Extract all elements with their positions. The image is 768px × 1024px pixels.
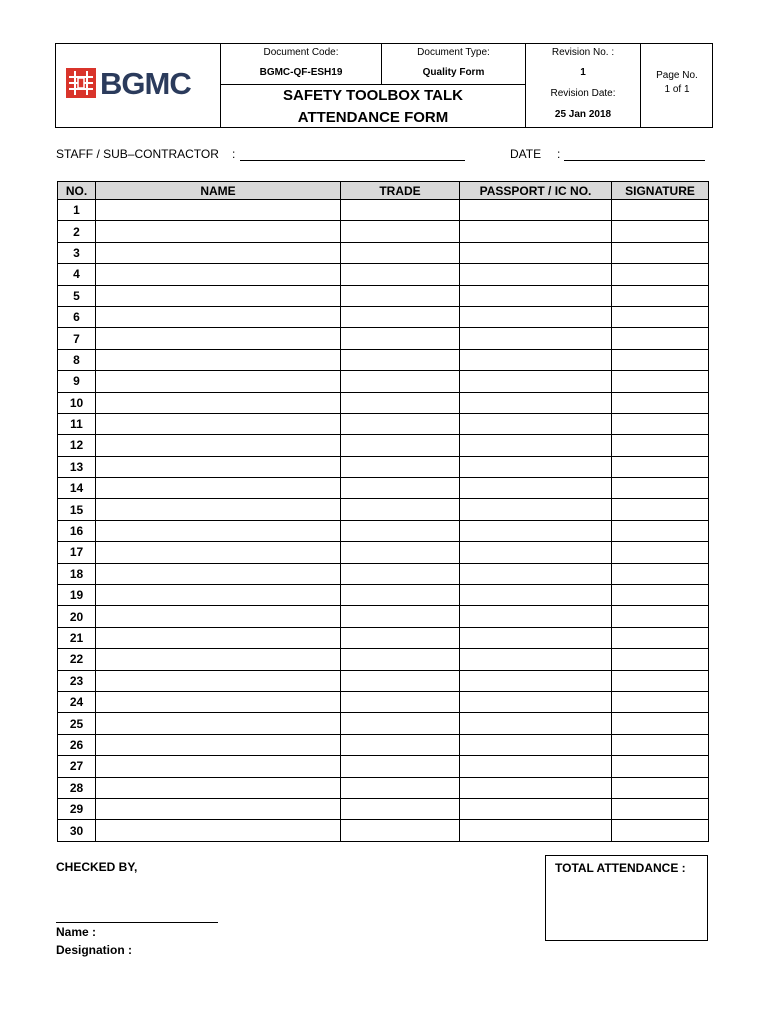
cell-name[interactable] xyxy=(96,306,341,327)
cell-signature[interactable] xyxy=(612,264,709,285)
row-number: 21 xyxy=(58,627,96,648)
cell-trade[interactable] xyxy=(341,435,460,456)
col-header-name: NAME xyxy=(96,182,341,200)
row-number: 7 xyxy=(58,328,96,349)
table-row xyxy=(58,691,709,712)
cell-trade[interactable] xyxy=(341,542,460,563)
cell-trade[interactable] xyxy=(341,392,460,413)
doc-code-value: BGMC-QF-ESH19 xyxy=(259,67,343,78)
cell-name[interactable] xyxy=(96,798,341,819)
cell-name[interactable] xyxy=(96,264,341,285)
cell-trade[interactable] xyxy=(341,499,460,520)
row-number: 26 xyxy=(58,734,96,755)
cell-trade[interactable] xyxy=(341,627,460,648)
table-row xyxy=(58,413,709,434)
cell-passport[interactable] xyxy=(460,606,612,627)
table-row xyxy=(58,606,709,627)
row-number: 24 xyxy=(58,691,96,712)
cell-signature[interactable] xyxy=(612,777,709,798)
table-row xyxy=(58,649,709,670)
date-label: DATE xyxy=(510,147,542,161)
cell-name[interactable] xyxy=(96,520,341,541)
cell-name[interactable] xyxy=(96,585,341,606)
form-title-line2: ATTENDANCE FORM xyxy=(297,109,449,126)
cell-trade[interactable] xyxy=(341,413,460,434)
date-colon: : xyxy=(557,147,561,161)
cell-signature[interactable] xyxy=(612,649,709,670)
doc-type-label: Document Type: xyxy=(417,47,490,58)
cell-passport[interactable] xyxy=(460,627,612,648)
cell-trade[interactable] xyxy=(341,478,460,499)
cell-name[interactable] xyxy=(96,371,341,392)
document-header xyxy=(55,43,713,128)
cell-signature[interactable] xyxy=(612,456,709,477)
cell-name[interactable] xyxy=(96,777,341,798)
revision-date-value: 25 Jan 2018 xyxy=(554,109,612,120)
cell-passport[interactable] xyxy=(460,585,612,606)
cell-signature[interactable] xyxy=(612,756,709,777)
cell-name[interactable] xyxy=(96,756,341,777)
cell-trade[interactable] xyxy=(341,734,460,755)
cell-passport[interactable] xyxy=(460,520,612,541)
cell-trade[interactable] xyxy=(341,670,460,691)
table-row xyxy=(58,713,709,734)
cell-name[interactable] xyxy=(96,435,341,456)
table-row xyxy=(58,435,709,456)
cell-trade[interactable] xyxy=(341,563,460,584)
cell-name[interactable] xyxy=(96,820,341,841)
cell-name[interactable] xyxy=(96,563,341,584)
cell-trade[interactable] xyxy=(341,349,460,370)
cell-passport[interactable] xyxy=(460,328,612,349)
cell-signature[interactable] xyxy=(612,349,709,370)
row-number: 30 xyxy=(58,820,96,841)
table-row xyxy=(58,328,709,349)
row-number: 19 xyxy=(58,585,96,606)
cell-signature[interactable] xyxy=(612,392,709,413)
cell-trade[interactable] xyxy=(341,820,460,841)
cell-trade[interactable] xyxy=(341,798,460,819)
row-number: 29 xyxy=(58,798,96,819)
row-number: 17 xyxy=(58,542,96,563)
cell-name[interactable] xyxy=(96,713,341,734)
cell-signature[interactable] xyxy=(612,413,709,434)
cell-name[interactable] xyxy=(96,649,341,670)
table-row xyxy=(58,349,709,370)
page-no-value: 1 of 1 xyxy=(664,84,690,95)
cell-signature[interactable] xyxy=(612,200,709,221)
table-row xyxy=(58,478,709,499)
cell-passport[interactable] xyxy=(460,691,612,712)
table-row xyxy=(58,200,709,221)
row-number: 3 xyxy=(58,242,96,263)
cell-signature[interactable] xyxy=(612,691,709,712)
cell-passport[interactable] xyxy=(460,200,612,221)
col-header-signature: SIGNATURE xyxy=(612,182,709,200)
cell-trade[interactable] xyxy=(341,606,460,627)
table-row xyxy=(58,371,709,392)
cell-passport[interactable] xyxy=(460,435,612,456)
row-number: 14 xyxy=(58,478,96,499)
row-number: 16 xyxy=(58,520,96,541)
cell-passport[interactable] xyxy=(460,306,612,327)
cell-name[interactable] xyxy=(96,285,341,306)
row-number: 11 xyxy=(58,413,96,434)
table-row xyxy=(58,777,709,798)
row-number: 12 xyxy=(58,435,96,456)
row-number: 28 xyxy=(58,777,96,798)
table-row xyxy=(58,242,709,263)
cell-trade[interactable] xyxy=(341,200,460,221)
bgmc-logo xyxy=(66,66,216,106)
date-input-line[interactable] xyxy=(564,148,705,161)
cell-name[interactable] xyxy=(96,200,341,221)
cell-signature[interactable] xyxy=(612,798,709,819)
cell-passport[interactable] xyxy=(460,349,612,370)
cell-name[interactable] xyxy=(96,328,341,349)
table-row xyxy=(58,627,709,648)
cell-signature[interactable] xyxy=(612,713,709,734)
cell-trade[interactable] xyxy=(341,520,460,541)
cell-name[interactable] xyxy=(96,392,341,413)
page-no-label: Page No. xyxy=(656,70,698,81)
cell-passport[interactable] xyxy=(460,221,612,242)
cell-name[interactable] xyxy=(96,413,341,434)
cell-trade[interactable] xyxy=(341,649,460,670)
revision-date-label: Revision Date: xyxy=(550,88,616,99)
cell-trade[interactable] xyxy=(341,585,460,606)
checked-by-signature-line[interactable] xyxy=(56,910,218,923)
cell-name[interactable] xyxy=(96,606,341,627)
row-number: 25 xyxy=(58,713,96,734)
total-attendance-label: TOTAL ATTENDANCE : xyxy=(555,861,686,875)
cell-trade[interactable] xyxy=(341,691,460,712)
designation-label: Designation : xyxy=(56,943,133,957)
cell-name[interactable] xyxy=(96,456,341,477)
total-attendance-box[interactable] xyxy=(545,855,708,941)
row-number: 22 xyxy=(58,649,96,670)
staff-label: STAFF / SUB–CONTRACTOR xyxy=(56,147,219,161)
row-number: 1 xyxy=(58,200,96,221)
table-row xyxy=(58,585,709,606)
cell-passport[interactable] xyxy=(460,713,612,734)
attendance-table-body xyxy=(58,200,709,842)
staff-input-line[interactable] xyxy=(240,148,465,161)
bgmc-logo-icon xyxy=(66,68,96,98)
cell-passport[interactable] xyxy=(460,392,612,413)
cell-trade[interactable] xyxy=(341,456,460,477)
table-row xyxy=(58,499,709,520)
cell-passport[interactable] xyxy=(460,649,612,670)
table-row xyxy=(58,756,709,777)
row-number: 5 xyxy=(58,285,96,306)
cell-signature[interactable] xyxy=(612,734,709,755)
cell-signature[interactable] xyxy=(612,542,709,563)
row-number: 4 xyxy=(58,264,96,285)
form-title-line1: SAFETY TOOLBOX TALK xyxy=(282,87,463,104)
table-header-row xyxy=(58,182,709,200)
checked-by-label: CHECKED BY, xyxy=(56,860,138,874)
cell-trade[interactable] xyxy=(341,371,460,392)
row-number: 23 xyxy=(58,670,96,691)
row-number: 27 xyxy=(58,756,96,777)
table-row xyxy=(58,670,709,691)
table-row xyxy=(58,306,709,327)
cell-signature[interactable] xyxy=(612,371,709,392)
cell-signature[interactable] xyxy=(612,627,709,648)
cell-passport[interactable] xyxy=(460,499,612,520)
revision-no-value: 1 xyxy=(580,67,586,78)
cell-signature[interactable] xyxy=(612,820,709,841)
cell-name[interactable] xyxy=(96,478,341,499)
name-label: Name : xyxy=(56,925,97,939)
cell-signature[interactable] xyxy=(612,242,709,263)
cell-trade[interactable] xyxy=(341,242,460,263)
company-name: BGMC xyxy=(100,66,191,101)
cell-passport[interactable] xyxy=(460,734,612,755)
cell-trade[interactable] xyxy=(341,713,460,734)
cell-passport[interactable] xyxy=(460,285,612,306)
cell-passport[interactable] xyxy=(460,242,612,263)
cell-trade[interactable] xyxy=(341,264,460,285)
table-row xyxy=(58,264,709,285)
cell-passport[interactable] xyxy=(460,798,612,819)
cell-signature[interactable] xyxy=(612,285,709,306)
cell-signature[interactable] xyxy=(612,478,709,499)
row-number: 15 xyxy=(58,499,96,520)
cell-name[interactable] xyxy=(96,627,341,648)
revision-no-label: Revision No. : xyxy=(551,47,615,58)
attendance-table xyxy=(57,181,709,842)
row-number: 20 xyxy=(58,606,96,627)
cell-signature[interactable] xyxy=(612,670,709,691)
cell-passport[interactable] xyxy=(460,478,612,499)
doc-type-value: Quality Form xyxy=(422,67,485,78)
cell-signature[interactable] xyxy=(612,435,709,456)
table-row xyxy=(58,221,709,242)
cell-signature[interactable] xyxy=(612,499,709,520)
cell-trade[interactable] xyxy=(341,777,460,798)
cell-passport[interactable] xyxy=(460,456,612,477)
cell-trade[interactable] xyxy=(341,306,460,327)
cell-name[interactable] xyxy=(96,349,341,370)
table-row xyxy=(58,456,709,477)
row-number: 8 xyxy=(58,349,96,370)
cell-name[interactable] xyxy=(96,542,341,563)
row-number: 9 xyxy=(58,371,96,392)
cell-passport[interactable] xyxy=(460,670,612,691)
cell-passport[interactable] xyxy=(460,371,612,392)
cell-name[interactable] xyxy=(96,242,341,263)
cell-passport[interactable] xyxy=(460,542,612,563)
cell-passport[interactable] xyxy=(460,264,612,285)
table-row xyxy=(58,520,709,541)
col-header-no: NO. xyxy=(58,182,96,200)
cell-name[interactable] xyxy=(96,670,341,691)
cell-trade[interactable] xyxy=(341,221,460,242)
cell-signature[interactable] xyxy=(612,306,709,327)
cell-name[interactable] xyxy=(96,221,341,242)
row-number: 6 xyxy=(58,306,96,327)
row-number: 13 xyxy=(58,456,96,477)
cell-signature[interactable] xyxy=(612,563,709,584)
col-header-trade: TRADE xyxy=(341,182,460,200)
col-header-passport: PASSPORT / IC NO. xyxy=(460,182,612,200)
staff-colon: : xyxy=(232,147,236,161)
cell-signature[interactable] xyxy=(612,520,709,541)
cell-name[interactable] xyxy=(96,691,341,712)
cell-signature[interactable] xyxy=(612,221,709,242)
table-row xyxy=(58,285,709,306)
cell-signature[interactable] xyxy=(612,328,709,349)
cell-passport[interactable] xyxy=(460,820,612,841)
cell-passport[interactable] xyxy=(460,563,612,584)
cell-signature[interactable] xyxy=(612,606,709,627)
table-row xyxy=(58,734,709,755)
cell-name[interactable] xyxy=(96,734,341,755)
cell-trade[interactable] xyxy=(341,328,460,349)
cell-signature[interactable] xyxy=(612,585,709,606)
table-row xyxy=(58,563,709,584)
row-number: 10 xyxy=(58,392,96,413)
table-row xyxy=(58,820,709,841)
table-row xyxy=(58,542,709,563)
cell-name[interactable] xyxy=(96,499,341,520)
cell-trade[interactable] xyxy=(341,285,460,306)
row-number: 18 xyxy=(58,563,96,584)
row-number: 2 xyxy=(58,221,96,242)
cell-passport[interactable] xyxy=(460,756,612,777)
cell-passport[interactable] xyxy=(460,413,612,434)
cell-trade[interactable] xyxy=(341,756,460,777)
table-row xyxy=(58,392,709,413)
doc-code-label: Document Code: xyxy=(263,47,339,58)
cell-passport[interactable] xyxy=(460,777,612,798)
table-row xyxy=(58,798,709,819)
